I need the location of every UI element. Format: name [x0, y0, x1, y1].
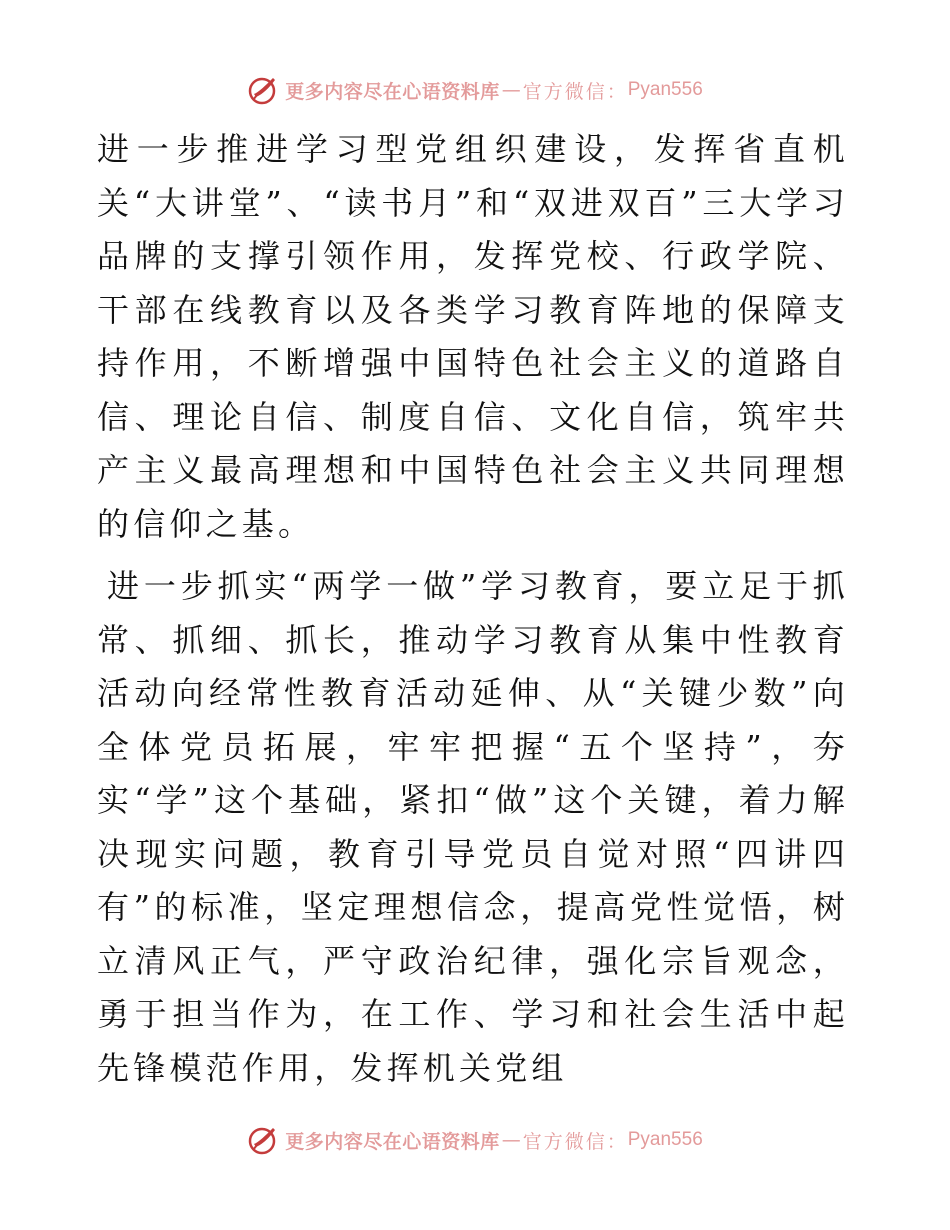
watermark-separator: — — [501, 79, 521, 101]
watermark-label: 官方微信： — [522, 1130, 628, 1153]
watermark-label: 官方微信： — [522, 80, 628, 103]
quill-logo-icon — [247, 1124, 279, 1156]
document-body — [97, 123, 849, 1095]
watermark-brand: 更多内容尽在心语资料库 — [285, 80, 500, 103]
paragraph-2: 进一步抓实“两学一做”学习教育，要立足于抓常、抓细、抓长，推动学习教育从集中性教育活动向经常性教育活动延伸、从“关键少数”向全体党员拓展，牢牢把握“五个坚持”，夯实“学”这个基础，紧扣“做”这个关键，着力解决现实问题，教育引导党员自觉对照“四讲四有”的标准，坚定理想信念，提高党性觉悟，树立清风正气，严守政治纪律，强化宗旨观念，勇于担当作为，在工作、学习和社会生活中起先锋模范作用，发挥机关党组 — [97, 567, 849, 1087]
watermark-account: Pyan556 — [627, 1129, 703, 1150]
watermark-account: Pyan556 — [627, 79, 703, 100]
watermark-brand: 更多内容尽在心语资料库 — [285, 1130, 500, 1153]
header-watermark — [0, 70, 950, 110]
watermark-separator: — — [501, 1129, 521, 1151]
quill-logo-icon — [247, 74, 279, 106]
paragraph-1: 进一步推进学习型党组织建设，发挥省直机关“大讲堂”、“读书月”和“双进双百”三大学习品牌的支撑引领作用，发挥党校、行政学院、干部在线教育以及各类学习教育阵地的保障支持作用，不断增强中国特色社会主义的道路自信、理论自信、制度自信、文化自信，筑牢共产主义最高理想和中国特色社会主义共同理想的信仰之基。 — [97, 130, 849, 543]
footer-watermark — [0, 1120, 950, 1160]
